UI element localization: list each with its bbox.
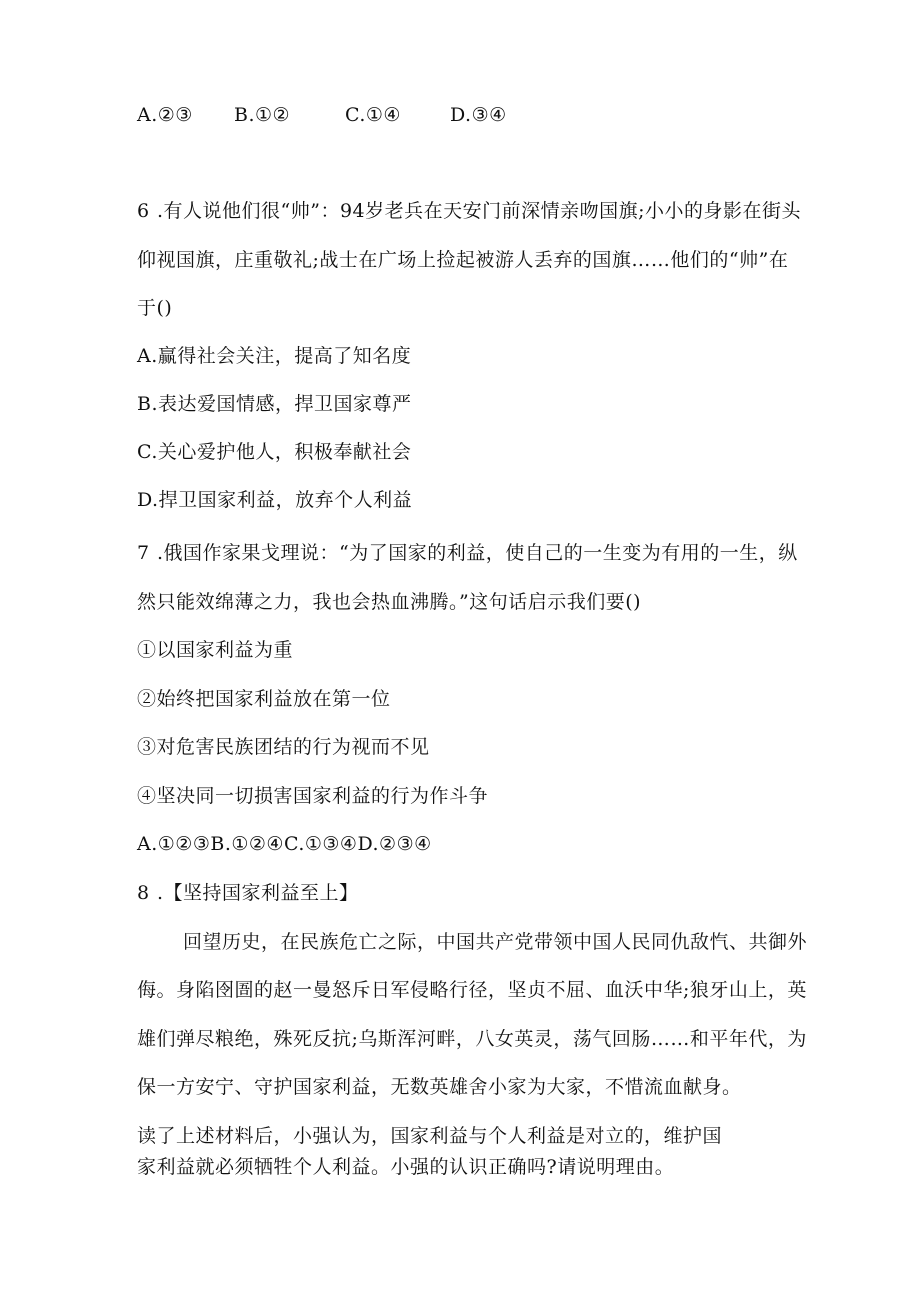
q7-stem-text-1: .俄国作家果戈理说：“为了国家的利益，使自己的一生变为有用的一生，纵 [157,542,798,564]
q8-question-line-2: 家利益就必须牺牲个人利益。小强的认识正确吗?请说明理由。 [137,1156,675,1178]
q8-paragraph-line-1: 回望历史，在民族危亡之际，中国共产党带领中国人民同仇敌忾、共御外 [183,931,808,953]
q7-statement-4: ④坚决同一切损害国家利益的行为作斗争 [137,785,489,807]
q5-options-row [137,103,507,127]
q5-option-c: C.①④ [345,104,401,126]
q8-heading: .【坚持国家利益至上】 [157,882,359,904]
q7-options-row: A.①②③B.①②④C.①③④D.②③④ [137,833,432,855]
q6-stem-line-2: 仰视国旗，庄重敬礼;战士在广场上捡起被游人丢弃的国旗……他们的“帅”在 [137,249,789,271]
q7-statement-3: ③对危害民族团结的行为视而不见 [137,736,430,758]
q8-paragraph-line-4: 保一方安宁、守护国家利益，无数英雄舍小家为大家，不惜流血献身。 [137,1076,742,1098]
q6-stem-line-3: 于() [137,297,173,319]
q6-option-c: C.关心爱护他人，积极奉献社会 [137,441,412,463]
q6-stem-text-1: .有人说他们很“帅”：94岁老兵在天安门前深情亲吻国旗;小小的身影在街头 [157,200,802,222]
q7-stem-line-1 [137,541,798,565]
q6-option-b: B.表达爱国情感，捍卫国家尊严 [137,393,412,415]
q7-number: 7 [137,542,150,564]
q7-statement-1: ①以国家利益为重 [137,639,294,661]
q8-number: 8 [137,882,150,904]
q6-option-a: A.赢得社会关注，提高了知名度 [137,345,412,367]
q8-question-line-1: 读了上述材料后，小强认为，国家利益与个人利益是对立的，维护国 [137,1125,723,1147]
q5-option-b: B.①② [234,104,291,126]
q6-number: 6 [137,200,150,222]
q6-option-d: D.捍卫国家利益，放弃个人利益 [137,489,413,511]
q5-option-a: A.②③ [137,104,193,126]
q7-stem-line-2: 然只能效绵薄之力，我也会热血沸腾。”这句话启示我们要() [137,591,642,613]
q8-heading-line [137,881,359,905]
q8-paragraph-line-2: 侮。身陷囹圄的赵一曼怒斥日军侵略行径，坚贞不屈、血沃中华;狼牙山上，英 [137,979,807,1001]
q6-stem-line-1 [137,199,801,223]
q8-paragraph-line-3: 雄们弹尽粮绝，殊死反抗;乌斯浑河畔，八女英灵，荡气回肠……和平年代，为 [137,1028,807,1050]
q5-option-d: D.③④ [450,104,507,126]
q7-statement-2: ②始终把国家利益放在第一位 [137,688,391,710]
